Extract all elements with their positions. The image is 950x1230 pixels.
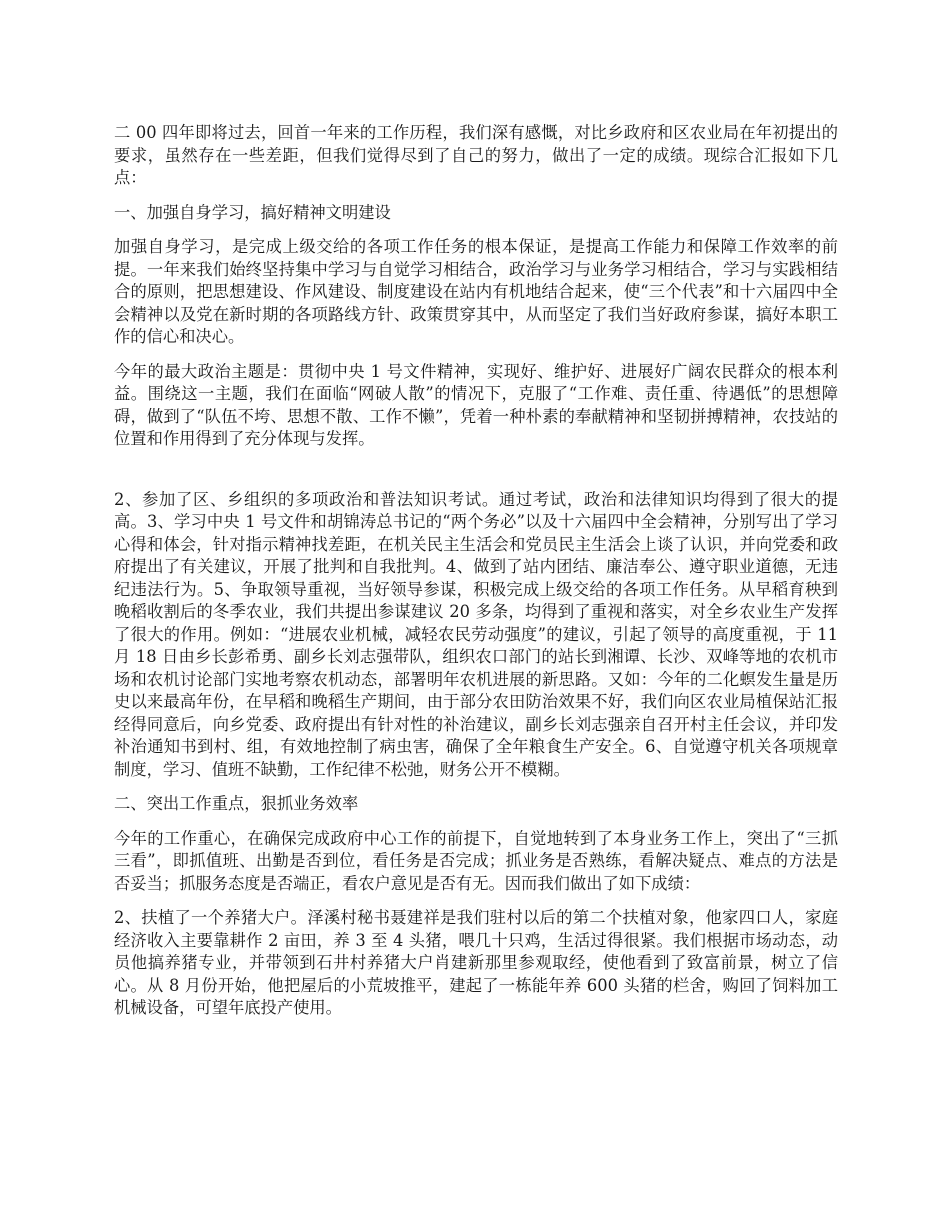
section-1-paragraph-3: 2、参加了区、乡组织的多项政治和普法知识考试。通过考试，政治和法律知识均得到了很大的提高。3、学习中央 1 号文件和胡锦涛总书记的“两个务必”以及十六届四中全会精神，分别写出了学习心得和体会，针对指示精神找差距，在机关民主生活会和党员民主生活会上谈了认识，并向党委和政府提出了有关建议，开展了批判和自我批判。4、做到了站内团结、廉洁奉公、遵守职业道德，无违纪违法行为。5、争取领导重视，当好领导参谋，积极完成上级交给的各项工作任务。从早稻育秧到晚稻收割后的冬季农业，我们共提出参谋建议 20 多条，均得到了重视和落实，对全乡农业生产发挥了很大的作用。例如：“进展农业机械，减轻农民劳动强度”的建议，引起了领导的高度重视，于 11 月 18 日由乡长彭希勇、副乡长刘志强带队，组织农口部门的站长到湘谭、长沙、双峰等地的农机市场和农机讨论部门实地考察农机动态，部署明年农机进展的新思路。又如：今年的二化螟发生量是历史以来最高年份，在早稻和晚稻生产期间，由于部分农田防治效果不好，我们向区农业局植保站汇报经得同意后，向乡党委、政府提出有针对性的补治建议，副乡长刘志强亲自召开村主任会议，并印发补治通知书到村、组，有效地控制了病虫害，确保了全年粮食生产安全。6、自觉遵守机关各项规章制度，学习、值班不缺勤，工作纪律不松弛，财务公开不模糊。 <box>114 489 838 779</box>
document-body <box>114 122 838 1032</box>
section-2-heading: 二、突出工作重点，狠抓业务效率 <box>114 794 359 813</box>
section-2-paragraph-2: 2、扶植了一个养猪大户。泽溪村秘书聂建祥是我们驻村以后的第二个扶植对象，他家四口人，家庭经济收入主要靠耕作 2 亩田，养 3 至 4 头猪，喂几十只鸡，生活过得很紧。我们根据市场动态，动员他搞养猪专业，并带领到石井村养猪大户肖建新那里参观取经，使他看到了致富前景，树立了信心。从 8 月份开始，他把屋后的小荒坡推平，建起了一栋能年养 600 头猪的栏舍，购回了饲料加工机械设备，可望年底投产使用。 <box>114 908 838 1017</box>
intro-paragraph: 二 00 四年即将过去，回首一年来的工作历程，我们深有感慨，对比乡政府和区农业局在年初提出的要求，虽然存在一些差距，但我们觉得尽到了自己的努力，做出了一定的成绩。现综合汇报如下几点： <box>114 123 838 187</box>
section-1-heading: 一、加强自身学习，搞好精神文明建设 <box>114 202 391 222</box>
section-2-paragraph-1: 今年的工作重心，在确保完成政府中心工作的前提下，自觉地转到了本身业务工作上，突出了“三抓三看”，即抓值班、出勤是否到位，看任务是否完成；抓业务是否熟练，看解决疑点、难点的方法是否妥当；抓服务态度是否端正，看农户意见是否有无。因而我们做出了如下成绩： <box>114 828 838 893</box>
section-1-paragraph-2: 今年的最大政治主题是：贯彻中央 1 号文件精神，实现好、维护好、进展好广阔农民群众的根本利益。围绕这一主题，我们在面临“网破人散”的情况下，克服了“工作难、责任重、待遇低”的思想障碍，做到了“队伍不垮、思想不散、工作不懒”，凭着一种朴素的奉献精神和坚韧拼搏精神，农技站的位置和作用得到了充分体现与发挥。 <box>114 361 838 448</box>
section-1-paragraph-1: 加强自身学习，是完成上级交给的各项工作任务的根本保证，是提高工作能力和保障工作效率的前提。一年来我们始终坚持集中学习与自觉学习相结合，政治学习与业务学习相结合，学习与实践相结合的原则，把思想建设、作风建设、制度建设在站内有机地结合起来，使“三个代表”和十六届四中全会精神以及党在新时期的各项路线方针、政策贯穿其中，从而坚定了我们当好政府参谋，搞好本职工作的信心和决心。 <box>114 237 838 346</box>
